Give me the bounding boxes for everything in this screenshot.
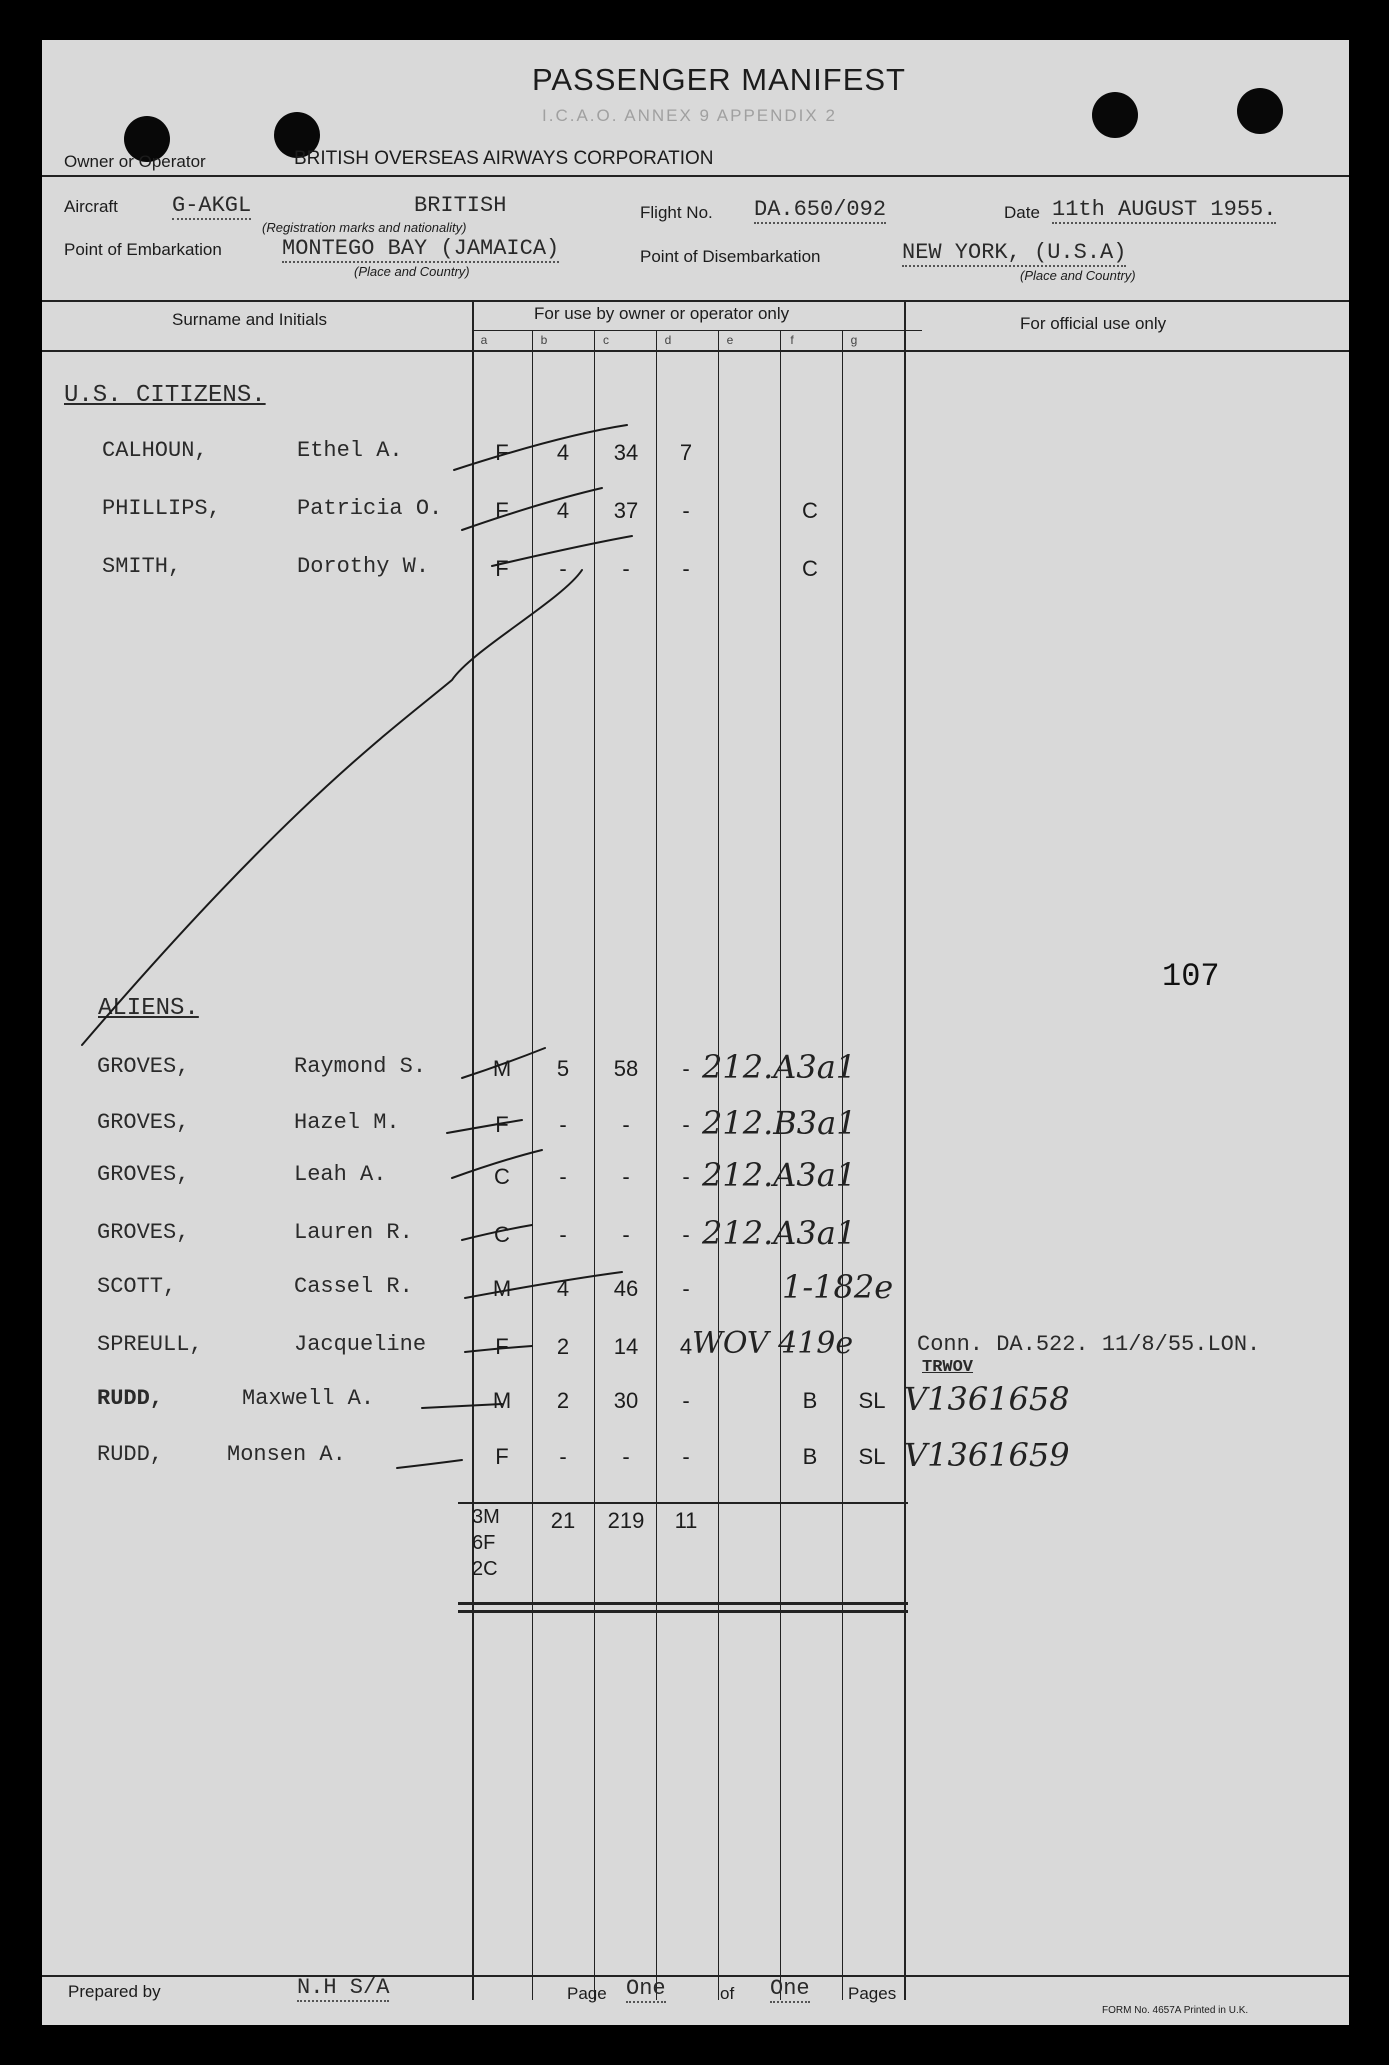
handwritten-note: 212.A3a1 [702, 1156, 857, 1194]
of-label: of [720, 1984, 735, 2003]
prepared-by-label: Prepared by [68, 1982, 161, 2001]
cell-b: - [559, 556, 567, 581]
cell-a: F [495, 1444, 509, 1469]
surname: GROVES, [97, 1110, 190, 1135]
totals-double-rule-1 [458, 1602, 908, 1605]
given-name: Ethel A. [297, 438, 403, 463]
totals-top-rule [458, 1502, 908, 1504]
handwritten-note: 212.A3a1 [702, 1214, 857, 1252]
subcol-a: a [480, 333, 488, 347]
handwritten-note: 212.B3a1 [702, 1104, 857, 1142]
owner-value: BRITISH OVERSEAS AIRWAYS CORPORATION [294, 148, 714, 169]
pages-label: Pages [848, 1984, 897, 2003]
page-subtitle: I.C.A.O. ANNEX 9 APPENDIX 2 [542, 106, 837, 125]
cell-d: - [682, 556, 690, 581]
handwritten-note: 1-182e [782, 1268, 894, 1306]
page-label: Page [567, 1984, 607, 2003]
cell-b: - [559, 1444, 567, 1469]
cell-d: 4 [679, 1334, 693, 1359]
punch-hole-right-1 [1092, 92, 1138, 138]
cell-a: C [494, 1222, 510, 1247]
cell-a: M [492, 1056, 512, 1081]
subcol-b: b [540, 333, 548, 347]
cell-c: - [622, 1222, 630, 1247]
table-header-rule [42, 350, 1349, 352]
surname: RUDD, [97, 1442, 164, 1467]
embark-label: Point of Embarkation [64, 240, 222, 259]
given-name: Cassel R. [294, 1274, 413, 1299]
surname: SMITH, [102, 554, 182, 579]
col-line-8 [904, 300, 906, 2000]
cell-b: - [559, 1164, 567, 1189]
surname: GROVES, [97, 1220, 190, 1245]
cell-d: 7 [679, 440, 693, 465]
cell-a: F [495, 498, 509, 523]
manifest-page [42, 40, 1349, 2025]
given-name: Patricia O. [297, 496, 443, 521]
total-children: 2C [472, 1558, 498, 1580]
cell-a: F [495, 1334, 509, 1359]
col-line-2 [532, 330, 533, 2000]
cell-b: 4 [556, 440, 570, 465]
cell-b: 4 [556, 1276, 570, 1301]
cell-b: - [559, 1222, 567, 1247]
cell-f: C [802, 556, 818, 581]
col-line-1 [472, 300, 474, 2000]
cell-f: B [802, 1388, 818, 1413]
aircraft-label: Aircraft [64, 197, 118, 216]
surname: CALHOUN, [102, 438, 208, 463]
flight-label: Flight No. [640, 203, 713, 222]
cell-b: 2 [556, 1388, 570, 1413]
reg-note: (Registration marks and nationality) [262, 220, 467, 235]
page-title: PASSENGER MANIFEST [532, 62, 906, 97]
table-top-rule [42, 300, 1349, 302]
cell-c: 30 [613, 1388, 639, 1413]
cell-c: - [622, 556, 630, 581]
handwritten-note: WOV 419e [692, 1326, 854, 1361]
cell-g: SL [858, 1444, 886, 1469]
cell-c: 37 [613, 498, 639, 523]
handwritten-note: 212.A3a1 [702, 1048, 857, 1086]
cell-d: - [682, 1388, 690, 1413]
cell-a: C [494, 1164, 510, 1189]
cell-d: - [682, 1444, 690, 1469]
page-value: One [626, 1976, 666, 2001]
total-females: 6F [472, 1532, 496, 1554]
punch-hole-right-2 [1237, 88, 1283, 134]
date-value: 11th AUGUST 1955. [1052, 197, 1277, 222]
cell-d: - [682, 1276, 690, 1301]
totals-double-rule-2 [458, 1610, 908, 1613]
owner-rule [42, 175, 1349, 177]
cell-c: - [622, 1164, 630, 1189]
handwritten-note: V1361659 [904, 1436, 1070, 1474]
embark-note: (Place and Country) [354, 264, 470, 279]
surname: PHILLIPS, [102, 496, 221, 521]
given-name: Jacqueline [294, 1332, 427, 1357]
col-line-3 [594, 330, 595, 2000]
given-name: Leah A. [294, 1162, 387, 1187]
flight-value: DA.650/092 [754, 197, 887, 222]
section-us-citizens: U.S. CITIZENS. [64, 382, 266, 409]
surname: GROVES, [97, 1054, 190, 1079]
given-name: Monsen A. [227, 1442, 346, 1467]
subcol-c: c [603, 333, 609, 347]
subcol-rule [472, 330, 922, 331]
cell-b: - [559, 1112, 567, 1137]
cell-a: F [495, 556, 509, 581]
cell-c: 58 [613, 1056, 639, 1081]
date-label: Date [1004, 203, 1040, 222]
prepared-by-value: N.H S/A [297, 1975, 390, 2000]
surname: RUDD, [97, 1386, 164, 1411]
cell-d: - [682, 498, 690, 523]
cell-d: - [682, 1112, 690, 1137]
cell-a: F [495, 1112, 509, 1137]
given-name: Raymond S. [294, 1054, 427, 1079]
cell-f: C [802, 498, 818, 523]
cell-c: 46 [613, 1276, 639, 1301]
given-name: Lauren R. [294, 1220, 413, 1245]
cell-d: - [682, 1164, 690, 1189]
surname: SPREULL, [97, 1332, 203, 1357]
cell-c: - [622, 1444, 630, 1469]
subcol-f: f [790, 333, 794, 347]
cell-b: 2 [556, 1334, 570, 1359]
owner-label: Owner or Operator [64, 152, 206, 171]
cell-a: F [495, 440, 509, 465]
given-name: Hazel M. [294, 1110, 400, 1135]
subcol-g: g [850, 333, 858, 347]
embark-value: MONTEGO BAY (JAMAICA) [282, 236, 560, 261]
col-surname-header: Surname and Initials [172, 310, 327, 329]
total-males: 3M [472, 1506, 500, 1528]
given-name: Maxwell A. [242, 1386, 375, 1411]
cell-c: - [622, 1112, 630, 1137]
cell-c: 34 [613, 440, 639, 465]
col-owner-header: For use by owner or operator only [534, 304, 790, 323]
subcol-e: e [726, 333, 734, 347]
cell-b: 4 [556, 498, 570, 523]
col-official-header: For official use only [1020, 314, 1167, 333]
handwritten-strokes [42, 40, 1349, 2025]
col-line-4 [656, 330, 657, 2000]
cell-a: M [492, 1276, 512, 1301]
cell-d: - [682, 1056, 690, 1081]
connection-note: Conn. DA.522. 11/8/55.LON. [917, 1332, 1261, 1357]
page-number-stamp: 107 [1162, 958, 1220, 995]
disembark-note: (Place and Country) [1020, 268, 1136, 283]
given-name: Dorothy W. [297, 554, 430, 579]
surname: GROVES, [97, 1162, 190, 1187]
of-value: One [770, 1976, 810, 2001]
handwritten-note: V1361658 [904, 1380, 1070, 1418]
cell-b: 5 [556, 1056, 570, 1081]
total-d: 11 [674, 1508, 698, 1533]
aircraft-reg: G-AKGL [172, 193, 252, 218]
cell-a: M [492, 1388, 512, 1413]
surname: SCOTT, [97, 1274, 177, 1299]
cell-f: B [802, 1444, 818, 1469]
total-b: 21 [550, 1508, 576, 1533]
total-c: 219 [607, 1508, 645, 1533]
aircraft-nat: BRITISH [414, 193, 507, 218]
footer-rule [42, 1975, 1349, 1977]
cell-d: - [682, 1222, 690, 1247]
form-number: FORM No. 4657A Printed in U.K. [1102, 2005, 1249, 2016]
cell-g: SL [858, 1388, 886, 1413]
disembark-value: NEW YORK, (U.S.A) [902, 240, 1127, 265]
disembark-label: Point of Disembarkation [640, 247, 821, 266]
connection-sub: TRWOV [922, 1358, 974, 1377]
section-aliens: ALIENS. [98, 995, 199, 1022]
cell-c: 14 [613, 1334, 639, 1359]
subcol-d: d [664, 333, 672, 347]
